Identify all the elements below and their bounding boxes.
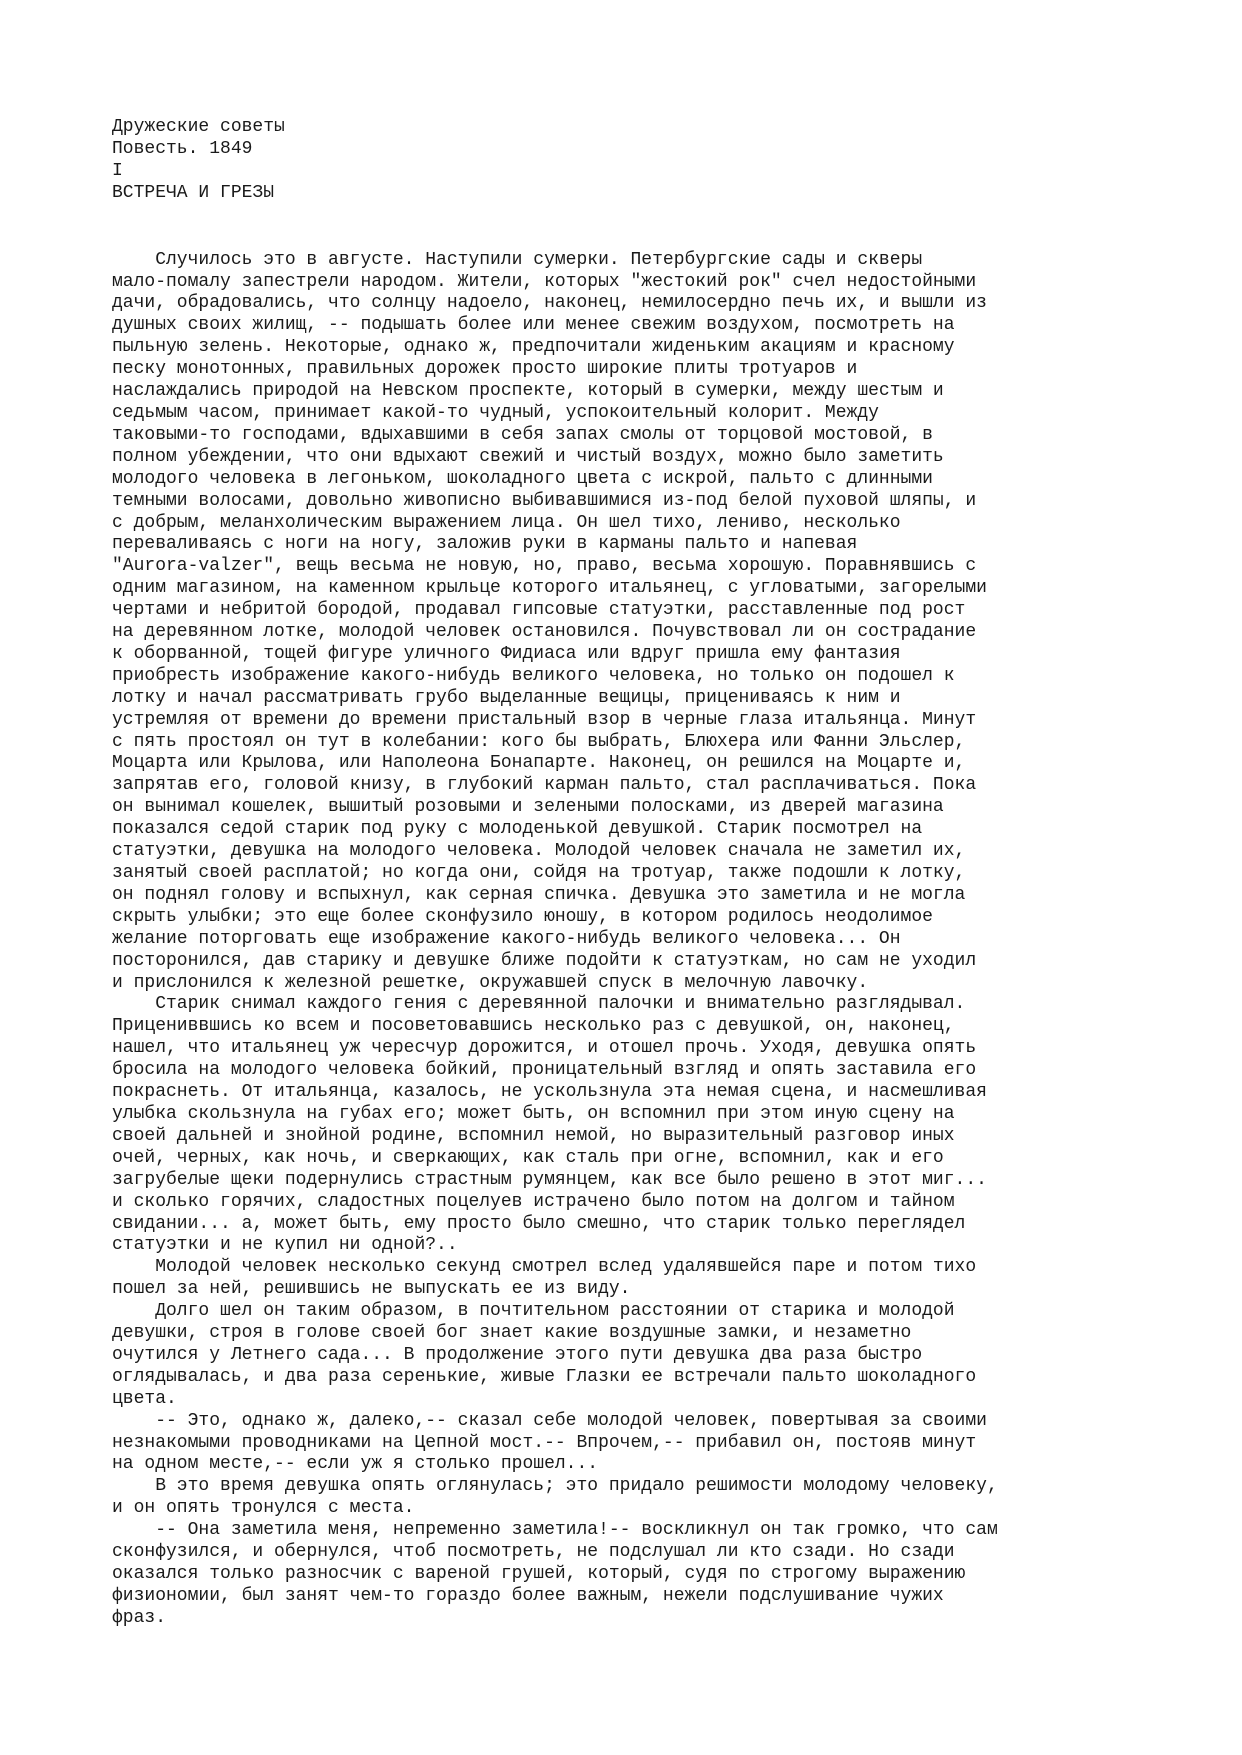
paragraph: Случилось это в августе. Наступили сумерки. Петербургские сады и скверы мало-помалу запестрели народом. Жители, которых "жестокий рок" счел недостойными дачи, обрадовались, что солнцу надоело, наконец, немилосердно печь их, и вышли из душных своих жилищ, -- подышать более или менее свежим воздухом, посмотреть на пыльную зелень. Некоторые, однако ж, предпочитали жиденьким акациям и красному песку монотонных, правильных дорожек просто широкие плиты тротуаров и наслаждались природой на Невском проспекте, который в сумерки, между шестым и седьмым часом, принимает какой-то чудный, успокоительный колорит. Между таковыми-то господами, вдыхавшими в себя запах смолы от торцовой мостовой, в полном убеждении, что они вдыхают свежий и чистый воздух, можно было заметить молодого человека в легоньком, шоколадного цвета с искрой, пальто с длинными темными волосами, довольно живописно выбивавшимися из-под белой пуховой шляпы, и с добрым, меланхолическим выражением лица. Он шел тихо, лениво, несколько переваливаясь с ноги на ногу, заложив руки в карманы пальто и напевая "Aurora-valzer", вещь весьма не новую, но, право, весьма хорошую. Поравнявшись с одним магазином, на каменном крыльце которого итальянец, с угловатыми, загорелыми чертами и небритой бородой, продавал гипсовые статуэтки, расставленные под рост на деревянном лотке, молодой человек остановился. Почувствовал ли он сострадание к оборванной, тощей фигуре уличного Фидиаса или вдруг пришла ему фантазия приобресть изображение какого-нибудь великого человека, но только он подошел к лотку и начал рассматривать грубо выделанные вещицы, прицениваясь к ним и устремляя от времени до времени пристальный взор в черные глаза итальянца. Минут с пять простоял он тут в колебании: кого бы выбрать, Блюхера или Фанни Эльслер, Моцарта или Крылова, или Наполеона Бонапарте. Наконец, он решился на Моцарте и, запрятав его, головой книзу, в глубокий карман пальто, стал расплачиваться. Пока он вынимал кошелек, вышитый розовыми и зелеными полосками, из дверей магазина показался седой старик под руку с молоденькой девушкой. Старик посмотрел на статуэтки, девушка на молодого человека. Молодой человек сначала не заметил их, занятый своей расплатой; но когда они, сойдя на тротуар, также подошли к лотку, он поднял голову и вспыхнул, как серная спичка. Девушка это заметила и не могла скрыть улыбки; это еще более сконфузило юношу, в котором родилось неодолимое желание поторговать еще изображение какого-нибудь великого человека... Он посторонился, дав старику и девушке ближе подойти к статуэткам, но сам не уходил и прислонился к железной решетке, окружавшей спуск в мелочную лавочку.	[112, 249, 987, 993]
paragraph: -- Это, однако ж, далеко,-- сказал себе молодой человек, повертывая за своими незнакомыми проводниками на Цепной мост.-- Впрочем,-- прибавил он, постояв минут на одном месте,-- если уж я столько прошел...	[112, 1410, 987, 1475]
paragraph: Долго шел он таким образом, в почтительном расстоянии от старика и молодой девушки, строя в голове своей бог знает какие воздушные замки, и незаметно очутился у Летнего сада... В продолжение этого пути девушка два раза быстро оглядывалась, и два раза серенькие, живые Глазки ее встречали пальто шоколадного цвета.	[112, 1301, 977, 1409]
paragraph: Молодой человек несколько секунд смотрел вслед удалявшейся паре и потом тихо пошел за ней, решившись не выпускать ее из виду.	[112, 1257, 977, 1300]
document-subtitle: Повесть. 1849	[112, 138, 253, 159]
chapter-number: I	[112, 160, 123, 181]
paragraph: Старик снимал каждого гения с деревянной палочки и внимательно разглядывал. Прицениввшись ко всем и посоветовавшись несколько раз с девушкой, он, наконец, нашел, что итальянец уж чересчур дорожится, и отошел прочь. Уходя, девушка опять бросила на молодого человека бойкий, проницательный взгляд и опять заставила его покраснеть. От итальянца, казалось, не ускользнула эта немая сцена, и насмешливая улыбка скользнула на губах его; может быть, он вспомнил при этом иную сцену на своей дальней и знойной родине, вспомнил немой, но выразительный разговор иных очей, черных, как ночь, и сверкающих, как сталь при огне, вспомнил, как и его загрубелые щеки подернулись страстным румянцем, как все было решено в этот миг... и сколько горячих, сладостных поцелуев истрачено было потом на долгом и тайном свидании... а, может быть, ему просто было смешно, что старик только переглядел статуэтки и не купил ни одной?..	[112, 994, 987, 1256]
paragraph: В это время девушка опять оглянулась; это придало решимости молодому человеку, и он опять тронулся с места.	[112, 1476, 998, 1519]
document-title: Дружеские советы	[112, 117, 285, 137]
paragraph: -- Она заметила меня, непременно заметила!-- воскликнул он так громко, что сам сконфузился, и обернулся, чтоб посмотреть, не подслушал ли кто сзади. Но сзади оказался только разносчик с вареной грушей, который, судя по строгому выражению физиономии, был занят чем-то гораздо более важным, нежели подслушивание чужих фраз.	[112, 1520, 998, 1628]
chapter-text	[112, 250, 1142, 1630]
chapter-title: ВСТРЕЧА И ГРЕЗЫ	[112, 182, 275, 203]
document-body	[112, 117, 1142, 1630]
